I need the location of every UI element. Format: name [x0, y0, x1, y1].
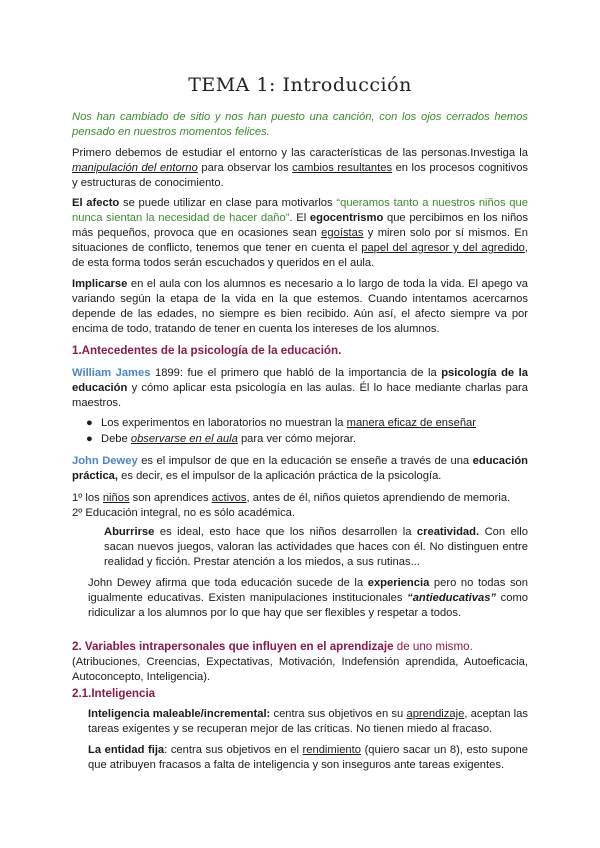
- bullet-icon: ●: [86, 433, 93, 445]
- text-bold: “antieducativas”: [407, 592, 497, 604]
- text-green: “queramos tanto a nuestros niños que nunca sientan la necesidad de hacer daño”: [72, 197, 528, 224]
- paragraph-william-james: [72, 366, 528, 411]
- text-bold: experiencia: [367, 577, 430, 589]
- paragraph-principios: [72, 491, 528, 521]
- text-underlined: activos: [211, 492, 247, 504]
- section-heading-2: [72, 639, 532, 654]
- text-underlined: manipulación del entorno: [72, 162, 198, 174]
- paragraph-afecto: [72, 196, 528, 271]
- text-bold: Inteligencia maleable/incremental:: [88, 708, 271, 720]
- text-underlined: egoístas: [321, 227, 364, 239]
- paragraph-john-dewey: [72, 454, 528, 484]
- text: de uno mismo.: [393, 640, 473, 653]
- paragraph-entidad-fija: [88, 743, 528, 773]
- paragraph-experiencia: [88, 576, 528, 621]
- text: para observar los: [197, 162, 293, 174]
- text-bold: El afecto: [72, 197, 120, 209]
- text: 1º los: [72, 492, 103, 504]
- text-name: John Dewey: [72, 455, 138, 467]
- text: y miren solo por sí mismos. En situaciones de conflicto, tenemos que tener en cuenta el: [72, 227, 528, 254]
- text: pero no todas son igualmente educativas. Existen manipulaciones institucionales: [88, 577, 528, 604]
- text: en los procesos cognitivos y estructuras de conocimiento.: [72, 162, 529, 189]
- text: , de esta forma todos serán escuchados y queridos en el aula.: [72, 242, 529, 269]
- text-underlined: papel del agresor y del agredido: [361, 242, 525, 254]
- text-underlined: rendimiento: [302, 744, 361, 756]
- text: es el impulsor de que en la educación se enseñe a través de una: [137, 455, 473, 467]
- text: 2º Educación integral, no es sólo académica.: [72, 507, 295, 519]
- paragraph-implicarse: [72, 277, 528, 337]
- bullet-icon: ●: [86, 417, 93, 429]
- page-title: TEMA 1: Introducción: [188, 74, 412, 96]
- variables-list: (Atribuciones, Creencias, Expectativas, Motivación, Indefensión aprendida, Autoeficacia, Autoconcepto, Inteligencia).: [72, 656, 528, 683]
- text: Debe: [101, 433, 131, 445]
- list-item: [86, 432, 526, 447]
- text-bold: creatividad.: [416, 526, 480, 538]
- text-bold: egocentrismo: [309, 212, 384, 224]
- text-underlined: manera eficaz de enseñar: [346, 417, 476, 429]
- paragraph-inteligencia-maleable: [88, 707, 528, 737]
- text-underlined: aprendizaje: [406, 708, 465, 720]
- list-item: [86, 416, 526, 431]
- text-bold: Aburrirse: [104, 526, 155, 538]
- text-bold: 2. Variables intrapersonales que influyen en el aprendizaje: [72, 640, 394, 653]
- text: (quiero sacar un 8), esto supone que atribuyen fracasos a falta de inteligencia y son inseguros ante tareas exigentes.: [88, 744, 528, 771]
- text: que percibimos en los niños más pequeños, provoca que en ocasiones sean: [72, 212, 528, 239]
- text-bold: educación práctica,: [72, 455, 528, 482]
- text: Primero debemos de estudiar el entorno y las características de las personas.Investiga la: [72, 147, 528, 159]
- text-underlined: cambios resultantes: [292, 162, 393, 174]
- text: es ideal, esto hace que los niños desarrollen la: [154, 526, 417, 538]
- text-bold: La entidad fija: [88, 744, 165, 756]
- section-heading-1: 1.Antecedentes de la psicología de la educación.: [72, 344, 342, 357]
- text: en el aula con los alumnos es necesario a lo largo de toda la vida. El apego va variando según la etapa de la vida en la que estemos. Cuando intentamos acercarnos depende de las edades, no siempre es bien recibido. Aún así, el afecto siempre va por encima de todo, tratando de tener en cuenta los intereses de los alumnos.: [72, 278, 528, 335]
- section-heading-2-1: 2.1.Inteligencia: [72, 687, 156, 700]
- text: 1899: fue el primero que habló de la importancia de la: [150, 367, 442, 379]
- text: Los experimentos en laboratorios no muestran la: [101, 417, 347, 429]
- text: , aceptan las tareas exigentes y se recuperan mejor de las críticas. No tienen miedo al fracaso.: [88, 708, 528, 735]
- text: se puede utilizar en clase para motivarlos: [119, 197, 337, 209]
- paragraph-aburrirse: [104, 525, 528, 570]
- paragraph-entorno: [72, 146, 528, 191]
- text: es decir, es el impulsor de la aplicación práctica de la psicología.: [118, 470, 442, 482]
- text: Con ello sacan nuevos juegos, valoran las actividades que haces con él. No distinguen entre realidad y ficción. Prestar atención a los miedos, a sus rutinas...: [104, 526, 528, 568]
- text-bold: psicología de la educación: [72, 367, 528, 394]
- text: y cómo aplicar esta psicología en las aulas. Él lo hace mediante charlas para maestros.: [72, 382, 528, 409]
- text: son aprendices: [129, 492, 212, 504]
- text: para ver cómo mejorar.: [237, 433, 356, 445]
- text: : centra sus objetivos en el: [164, 744, 303, 756]
- text-name: William James: [72, 367, 151, 379]
- text: centra sus objetivos en su: [270, 708, 407, 720]
- text-underlined: niños: [102, 492, 130, 504]
- text: , antes de él, niños quietos aprendiendo de memoria.: [246, 492, 511, 504]
- text-underlined: observarse en el aula: [130, 433, 238, 445]
- text: . El: [289, 212, 310, 224]
- intro-quote: Nos han cambiado de sitio y nos han puesto una canción, con los ojos cerrados hemos pensado en nuestros momentos felices.: [72, 111, 528, 138]
- text: John Dewey afirma que toda educación sucede de la: [88, 577, 368, 589]
- text: como ridiculizar a los alumnos por lo que hay que ser flexibles y respetar a todos.: [88, 592, 529, 619]
- text-bold: Implicarse: [72, 278, 128, 290]
